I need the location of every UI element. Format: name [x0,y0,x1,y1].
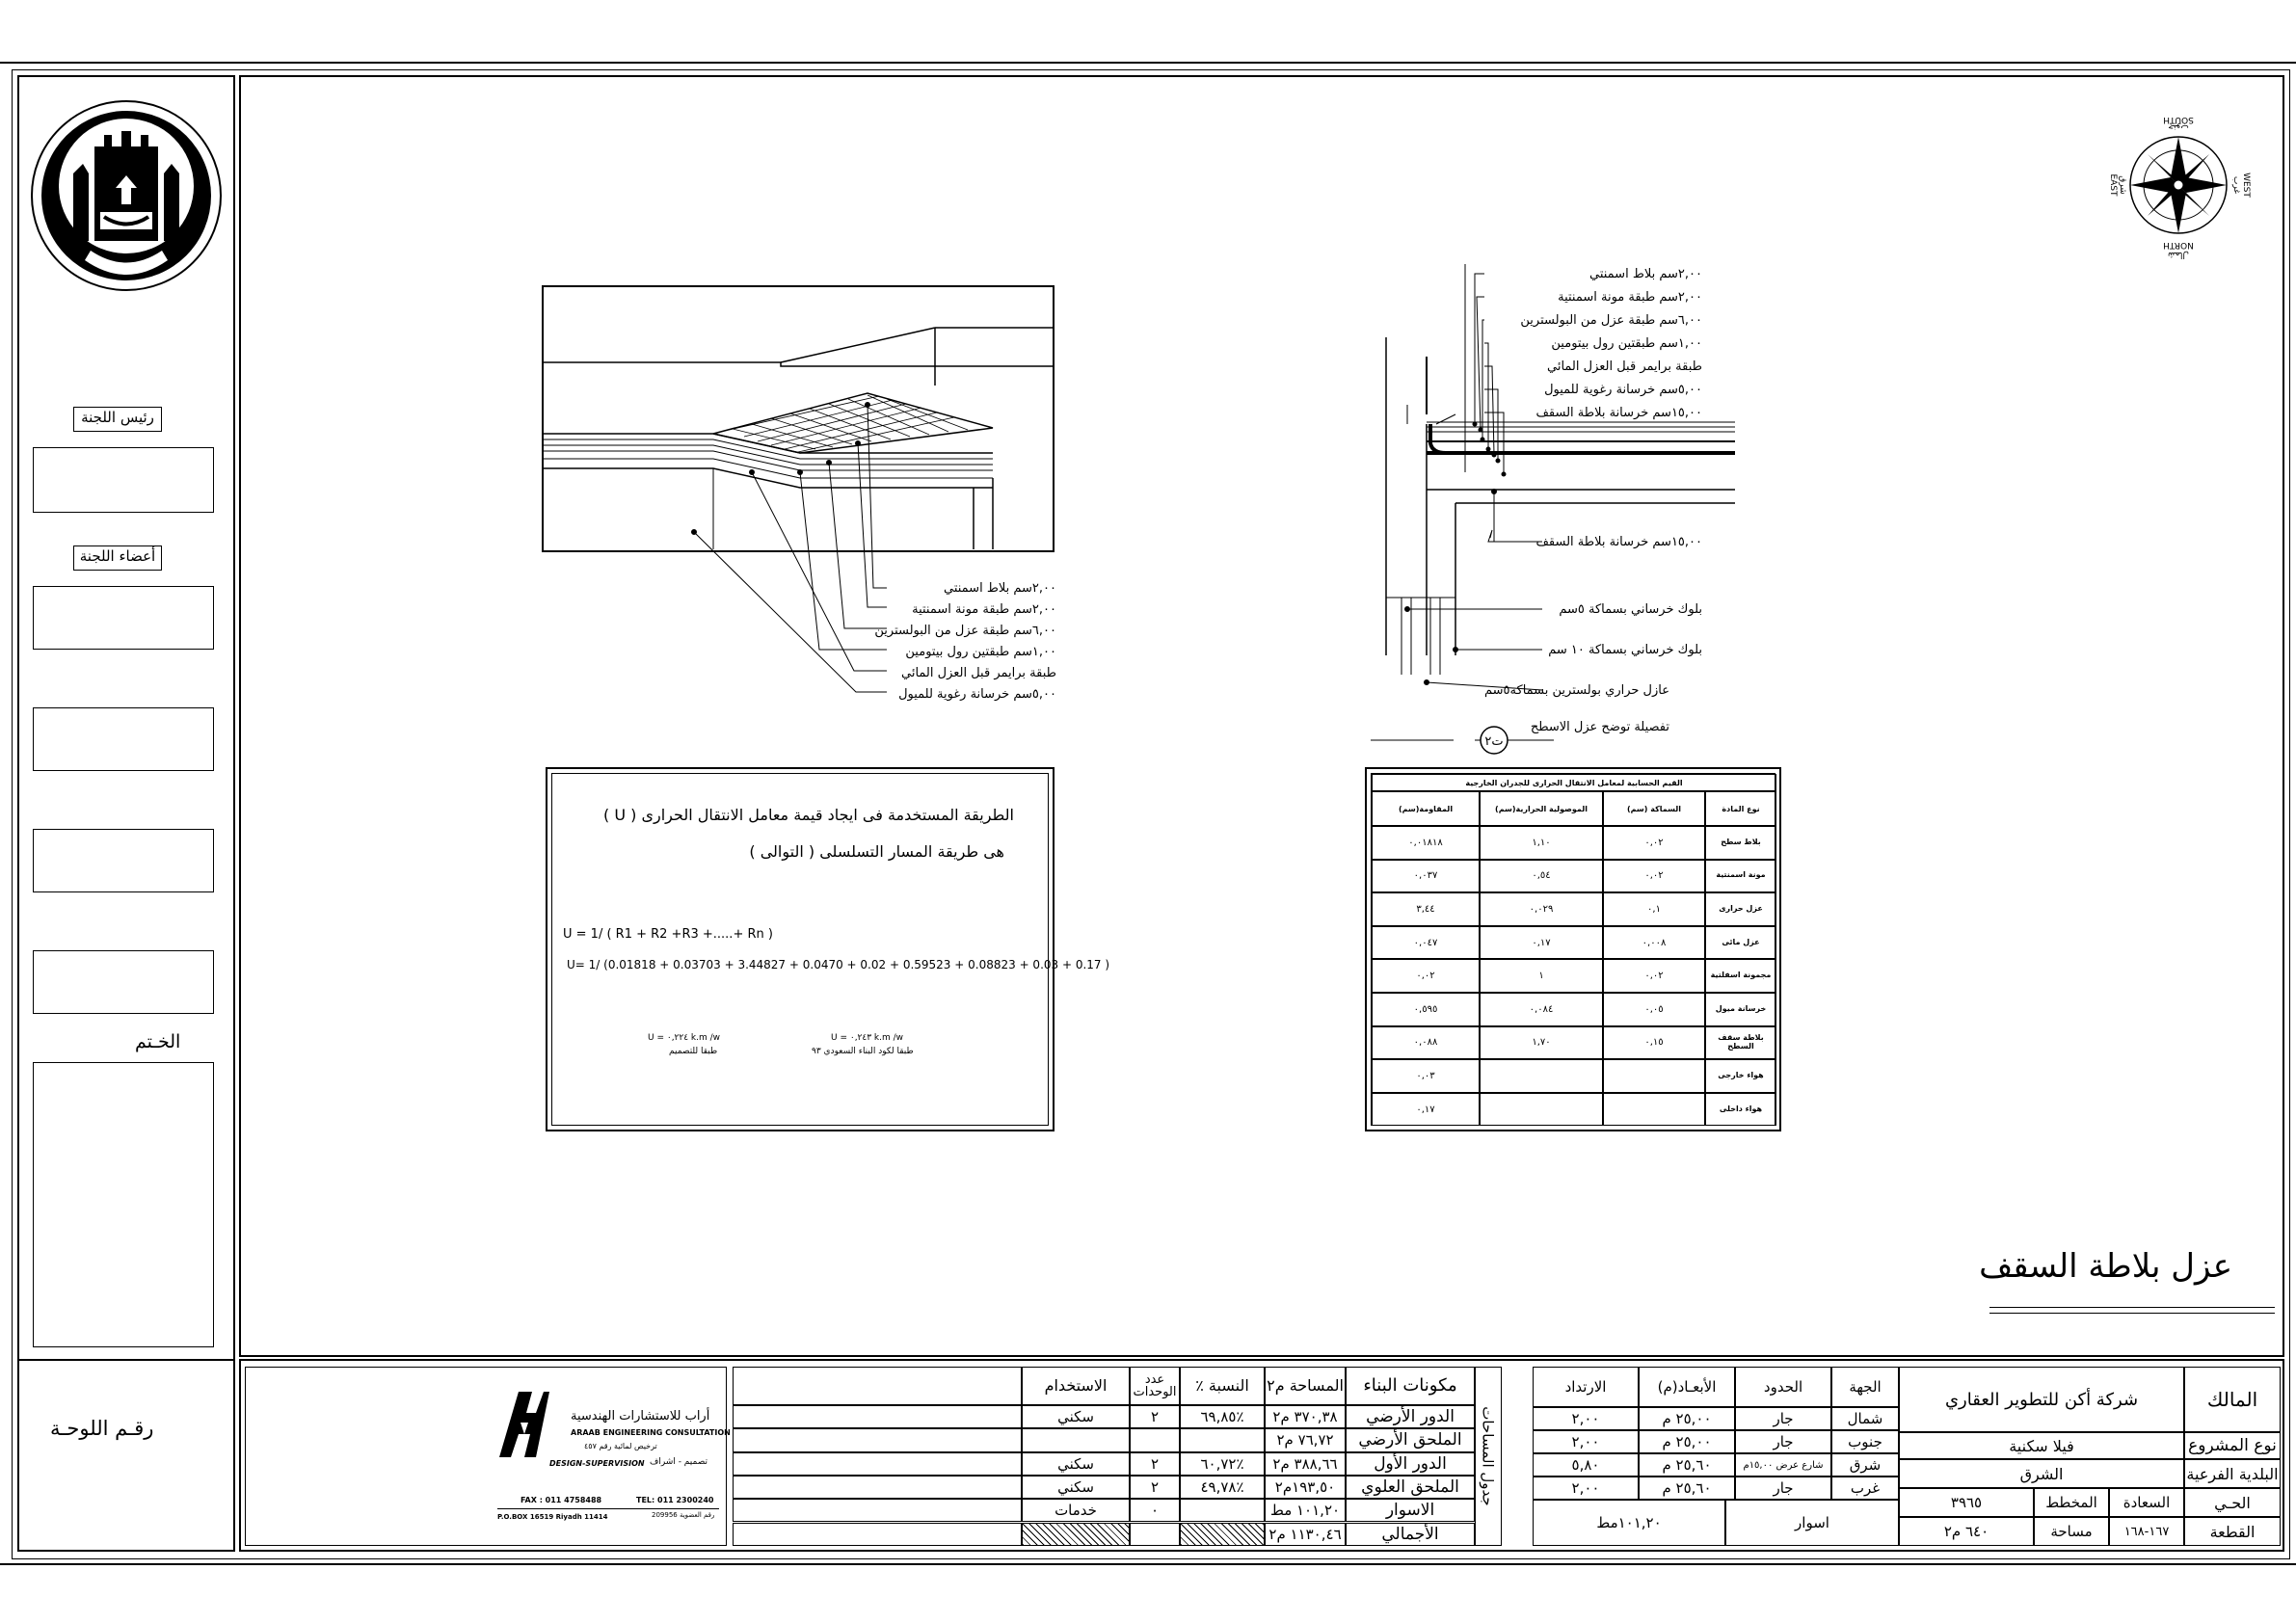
thermal-cell-8-1 [1603,1093,1705,1127]
thermal-cell-2-1: ٠,١ [1603,892,1705,926]
areas-header-component: مكونات البناء [1346,1367,1475,1405]
thermal-cell-5-3: ٠,٥٩٥ [1372,993,1480,1026]
areas-cell-4-area: ١٠١,٢٠ مط [1265,1499,1346,1522]
section-roof-detail [1369,251,1754,771]
thermal-cell-8-2 [1480,1093,1603,1127]
areas-cell-3-usage: سكني [1022,1476,1130,1499]
areas-cell-3-ratio: ٪٤٩,٧٨ [1180,1476,1265,1499]
areas-cell-1-units [1130,1428,1180,1451]
project-type-label: نوع المشروع [2184,1432,2281,1459]
iso-label-bitumen: ١,٠٠سم طبقتين رول بيتومين [905,645,1056,659]
iso-label-polystyrene: ٦,٠٠سم طبقة عزل من البولسترين [874,624,1056,638]
areas-blank-4 [733,1499,1022,1522]
thermal-cell-8-0: هواء داخلى [1705,1093,1776,1127]
formula-line-1: الطريقة المستخدمة فى ايجاد قيمة معامل الانتقال الحرارى ( U ) [603,806,1014,824]
section-label-4: طبقة برايمر قبل العزل المائي [1546,359,1702,374]
formula-result-right: U = ٠,٢٤٣ k.m /w [831,1033,904,1043]
plot-area-label: مساحة [2034,1517,2109,1546]
areas-cell-1-component: الملحق الأرضي [1346,1428,1475,1451]
bounds-cell-0-dims: ٢٥,٠٠ م [1639,1407,1735,1430]
thermal-cell-8-3: ٠,١٧ [1372,1093,1480,1127]
board-number-label: رقـم اللوحـة [50,1417,154,1440]
thermal-cell-1-2: ٠,٥٤ [1480,860,1603,893]
areas-side-label-text: جدول المساحات [1479,1406,1497,1506]
areas-header-usage: الاستخدام [1022,1367,1130,1405]
thermal-cell-1-3: ٠,٠٣٧ [1372,860,1480,893]
thermal-cell-7-3: ٠,٠٣ [1372,1059,1480,1093]
bounds-cell-2-dims: ٢٥,٦٠ م [1639,1453,1735,1477]
company-name-en: ARAAB ENGINEERING CONSULTATION [571,1428,731,1437]
bounds-cell-1-setback: ٢,٠٠ [1533,1430,1639,1453]
areas-cell-4-units: ٠ [1130,1499,1180,1522]
thermal-cell-3-1: ٠,٠٠٨ [1603,926,1705,960]
section-label-6: ١٥,٠٠سم خرسانة بلاطة السقف [1535,406,1702,420]
company-fax: FAX : 011 4758488 [521,1496,602,1504]
section-block5-label: بلوك خرساني بسماكة ٥سم [1559,602,1702,617]
thermal-cell-1-0: مونة اسمنتية [1705,860,1776,893]
project-type-value: فيلا سكنية [1899,1432,2184,1459]
sheet-title-underline [1989,1307,2275,1308]
formula-result-left: U = ٠,٢٢٤ k.m /w [648,1033,721,1043]
thermal-cell-7-1 [1603,1059,1705,1093]
bounds-cell-3-dims: ٢٥,٦٠ م [1639,1477,1735,1500]
bounds-fence-label: اسوار [1725,1500,1899,1546]
bounds-header-border: الحدود [1735,1367,1831,1407]
iso-label-mortar: ٢,٠٠سم طبقة مونة اسمنتية [912,602,1056,617]
compass-south-ar: جنوب [2168,122,2189,132]
sidebar-divider [17,1359,235,1361]
bounds-header-setback: الارتداد [1533,1367,1639,1407]
thermal-cell-4-3: ٠,٠٢ [1372,959,1480,993]
thermal-table [1371,773,1775,1126]
thermal-cell-1-1: ٠,٠٢ [1603,860,1705,893]
areas-blank-5 [733,1523,1022,1546]
company-box [245,1367,727,1546]
iso-label-tile: ٢,٠٠سم بلاط اسمنتي [943,581,1056,596]
araab-logo [494,1384,551,1461]
municipality-label: البلدية الفرعية [2184,1459,2281,1488]
bounds-cell-1-border: جار [1735,1430,1831,1453]
owner-value: شركة أكن للتطوير العقاري [1899,1367,2184,1432]
thermal-cell-6-0: بلاطة سقف السطح [1705,1026,1776,1060]
riyadh-logo [27,96,226,295]
stamp-label: الخـتم [135,1031,181,1052]
sheet-title: عزل بلاطة السقف [1979,1247,2232,1286]
areas-cell-4-ratio [1180,1499,1265,1522]
thermal-cell-0-0: بلاط سطح [1705,826,1776,860]
bounds-fence-value: ١٠١,٢٠مط [1533,1500,1725,1546]
areas-cell-2-component: الدور الأول [1346,1452,1475,1476]
thermal-header-2: الموصولية الحرارية(سم) [1480,791,1603,826]
thermal-cell-7-2 [1480,1059,1603,1093]
section-label-1: ٢,٠٠سم طبقة مونة اسمنتية [1558,290,1702,305]
district-label: الحـي [2184,1488,2281,1517]
company-design-ar: تصميم - اشراف [650,1457,708,1467]
thermal-cell-4-2: ١ [1480,959,1603,993]
section-label-0: ٢,٠٠سم بلاط اسمنتي [1589,267,1702,281]
areas-cell-0-units: ٢ [1130,1405,1180,1428]
thermal-cell-6-2: ١,٧٠ [1480,1026,1603,1060]
areas-cell-5-usage [1022,1523,1130,1546]
bounds-cell-2-setback: ٥,٨٠ [1533,1453,1639,1477]
section-block10-label: بلوك خرساني بسماكة ١٠ سم [1548,643,1702,657]
stamp-box[interactable] [33,1062,214,1347]
municipality-value: الشرق [1899,1459,2184,1488]
bounds-table [1533,1367,1899,1546]
formula-note-right: طبقا لكود البناء السعودي ٩٣ [812,1047,914,1056]
areas-header-units: عدد الوحدات [1130,1367,1180,1405]
compass-south: SOUTH [2163,115,2194,124]
thermal-table-title: القيم الحسابية لمعامل الانتقال الحرارى للجدران الخارجية [1372,774,1776,791]
compass-west: WEST [2241,173,2251,198]
thermal-cell-6-1: ٠,١٥ [1603,1026,1705,1060]
areas-cell-3-component: الملحق العلوي [1346,1476,1475,1499]
section-caption: تفصيلة توضح عزل الاسطح [1530,720,1669,734]
bounds-cell-1-dims: ٢٥,٠٠ م [1639,1430,1735,1453]
thermal-header-1: السماكة (سم) [1603,791,1705,826]
section-insulation-label: عازل حراري بولسترين بسماكة٥سم [1484,683,1669,698]
company-license-no: رقم العضوية 209956 [652,1511,715,1519]
areas-cell-5-ratio [1180,1523,1265,1546]
formula-note-left: طبقا للتصميم [669,1047,718,1056]
thermal-header-0: نوع المادة [1705,791,1776,826]
owner-block [1899,1367,2281,1546]
company-name-ar: أراب للاستشارات الهندسية [571,1409,710,1423]
formula-line-2: هى طريقة المسار التسلسلى ( التوالى ) [749,842,1004,861]
areas-cell-1-ratio [1180,1428,1265,1451]
areas-cell-5-units [1130,1523,1180,1546]
formula-box-inner [551,773,1049,1126]
areas-table [733,1367,1502,1546]
areas-cell-5-area: ١١٣٠,٤٦ م٢ [1265,1523,1346,1546]
areas-cell-3-units: ٢ [1130,1476,1180,1499]
compass-west-ar: غرب [2231,175,2241,195]
iso-label-primer: طبقة برايمر قبل العزل المائي [900,666,1056,680]
areas-blank-0 [733,1405,1022,1428]
section-slab-label: ١٥,٠٠سم خرسانة بلاطة السقف [1535,535,1702,549]
sheet-title-underline-2 [1989,1313,2275,1314]
areas-blank-3 [733,1476,1022,1499]
areas-cell-2-units: ٢ [1130,1452,1180,1476]
bounds-cell-3-setback: ٢,٠٠ [1533,1477,1639,1500]
compass-east: EAST [2108,173,2118,197]
areas-cell-5-component: الأجمالي [1346,1523,1475,1546]
areas-blank-2 [733,1452,1022,1476]
areas-cell-0-usage: سكني [1022,1405,1130,1428]
areas-cell-0-ratio: ٪٦٩,٨٥ [1180,1405,1265,1428]
bounds-cell-2-border: شارع عرض ١٥,٠٠م [1735,1453,1831,1477]
areas-header-ratio: النسبة ٪ [1180,1367,1265,1405]
thermal-cell-3-2: ٠,١٧ [1480,926,1603,960]
company-design: DESIGN-SUPERVISION [549,1459,645,1468]
areas-header-area: المساحة م٢ [1265,1367,1346,1405]
thermal-cell-3-3: ٠,٠٤٧ [1372,926,1480,960]
areas-cell-4-usage: خدمات [1022,1499,1130,1522]
thermal-cell-0-2: ١,١٠ [1480,826,1603,860]
thermal-cell-2-0: عزل حرارى [1705,892,1776,926]
thermal-cell-7-0: هواء خارجى [1705,1059,1776,1093]
north-arrow-compass [2101,108,2256,262]
section-label-3: ١,٠٠سم طبقتين رول بيتومين [1551,336,1702,351]
areas-side-label [1475,1367,1502,1546]
areas-cell-2-ratio: ٪٦٠,٧٢ [1180,1452,1265,1476]
district-value: السعادة [2109,1488,2184,1517]
committee-head-label: رئيس اللجنة [81,409,154,426]
plot-value: ١٦٧-١٦٨ [2109,1517,2184,1546]
member-signature-box-4[interactable] [33,950,214,1014]
iso-label-foam-concrete: ٥,٠٠سم خرسانة رغوية للميول [898,687,1056,702]
bounds-cell-0-border: جار [1735,1407,1831,1430]
areas-cell-3-area: ١٩٣,٥٠م٢ [1265,1476,1346,1499]
bounds-cell-1-dir: جنوب [1831,1430,1899,1453]
iso-roof-detail [540,279,1080,723]
formula-eq-1: U = 1/ ( R1 + R2 +R3 +.....+ Rn ) [563,927,773,942]
company-line [497,1508,719,1509]
thermal-cell-4-1: ٠,٠٢ [1603,959,1705,993]
thermal-cell-0-1: ٠,٠٢ [1603,826,1705,860]
bounds-cell-0-dir: شمال [1831,1407,1899,1430]
member-signature-box-2[interactable] [33,707,214,771]
compass-north-ar: شمال [2167,250,2190,259]
company-tel: TEL: 011 2300240 [636,1496,714,1504]
areas-cell-2-area: ٣٨٨,٦٦ م٢ [1265,1452,1346,1476]
compass-east-ar: شرق [2118,175,2127,195]
section-label-5: ٥,٠٠سم خرسانة رغوية للميول [1544,383,1702,397]
company-pobox: P.O.BOX 16519 Riyadh 11414 [497,1513,608,1521]
company-license: ترخيص لمائية رقم ٤٥٧ [584,1442,657,1450]
compass-north: NORTH [2163,240,2194,250]
areas-cell-0-component: الدور الأرضي [1346,1405,1475,1428]
thermal-cell-2-3: ٣,٤٤ [1372,892,1480,926]
areas-cell-4-component: الاسوار [1346,1499,1475,1522]
bounds-header-dir: الجهة [1831,1367,1899,1407]
bounds-header-dims: الأبعـاد(م) [1639,1367,1735,1407]
bounds-cell-2-dir: شرق [1831,1453,1899,1477]
plot-label: القطعة [2184,1517,2281,1546]
thermal-cell-4-0: مجمونة اسفلتية [1705,959,1776,993]
committee-members-label: أعضاء اللجنة [79,547,156,565]
owner-label: المالك [2184,1367,2281,1432]
thermal-header-3: المقاومة(سم) [1372,791,1480,826]
thermal-cell-2-2: ٠,٠٢٩ [1480,892,1603,926]
thermal-cell-3-0: عزل مائى [1705,926,1776,960]
thermal-cell-5-1: ٠,٠٥ [1603,993,1705,1026]
bounds-cell-0-setback: ٢,٠٠ [1533,1407,1639,1430]
plot-area-value: ٦٤٠ م٢ [1899,1517,2034,1546]
plan-label: المخطط [2034,1488,2109,1517]
thermal-cell-5-0: خرسانة ميول [1705,993,1776,1026]
areas-cell-0-area: ٣٧٠,٣٨ م٢ [1265,1405,1346,1428]
bounds-cell-3-dir: غرب [1831,1477,1899,1500]
member-signature-box-3[interactable] [33,829,214,892]
areas-blank-header [733,1367,1022,1405]
thermal-cell-5-2: ٠,٠٨٤ [1480,993,1603,1026]
thermal-cell-6-3: ٠,٠٨٨ [1372,1026,1480,1060]
plan-value: ٣٩٦٥ [1899,1488,2034,1517]
areas-blank-1 [733,1428,1022,1451]
formula-eq-2: U= 1/ (0.01818 + 0.03703 + 3.44827 + 0.0470 + 0.02 + 0.59523 + 0.08823 + 0.03 + 0.17 ) [567,958,1110,971]
section-label-2: ٦,٠٠سم طبقة عزل من البولسترين [1520,313,1702,328]
areas-cell-1-usage [1022,1428,1130,1451]
member-signature-box-1[interactable] [33,586,214,650]
areas-cell-2-usage: سكني [1022,1452,1130,1476]
thermal-cell-0-3: ٠,٠١٨١٨ [1372,826,1480,860]
areas-cell-1-area: ٧٦,٧٢ م٢ [1265,1428,1346,1451]
bounds-cell-3-border: جار [1735,1477,1831,1500]
section-tag: ت٢ [1484,734,1504,749]
committee-head-signature-box[interactable] [33,447,214,513]
